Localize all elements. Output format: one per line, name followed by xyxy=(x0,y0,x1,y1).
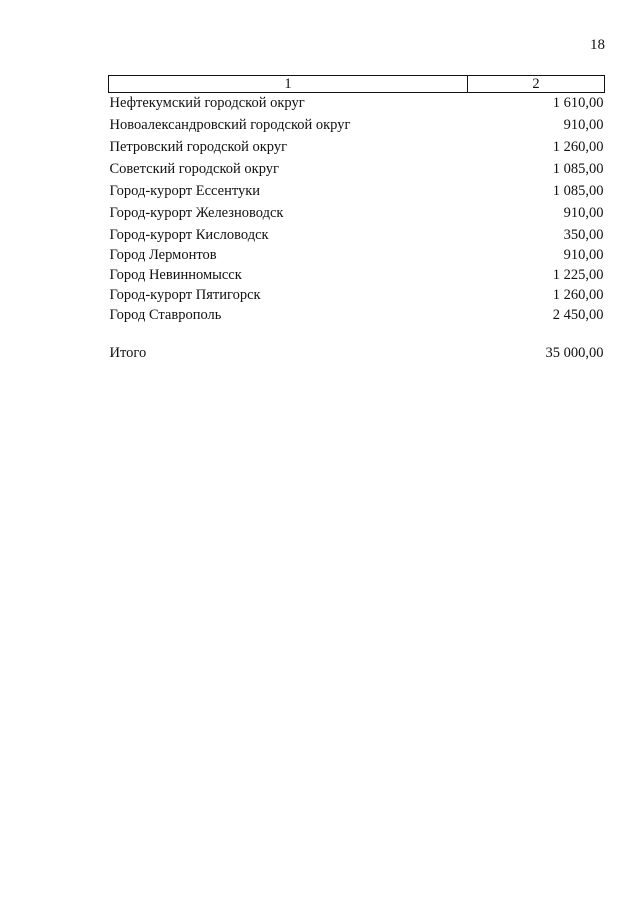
table-row xyxy=(109,115,605,137)
column-number-row xyxy=(109,76,605,93)
amount-value: 350,00 xyxy=(563,227,604,243)
total-amount: 35 000,00 xyxy=(545,345,604,361)
district-name: Город-курорт Железноводск xyxy=(109,205,284,221)
district-name: Город-курорт Ессентуки xyxy=(109,183,261,199)
table-row xyxy=(109,285,605,305)
district-name: Нефтекумский городской округ xyxy=(109,95,305,111)
district-name: Новоалександровский городской округ xyxy=(109,117,351,133)
district-name: Город-курорт Пятигорск xyxy=(109,287,261,303)
table-row xyxy=(109,93,605,116)
district-name: Петровский городской округ xyxy=(109,139,288,155)
column-header-2: 2 xyxy=(468,76,605,93)
table-row xyxy=(109,159,605,181)
table-row xyxy=(109,265,605,285)
district-name: Город Лермонтов xyxy=(109,247,217,263)
table-row xyxy=(109,137,605,159)
table-row xyxy=(109,245,605,265)
column-header-1: 1 xyxy=(109,76,468,93)
amount-value: 1 260,00 xyxy=(552,287,604,303)
table-row xyxy=(109,225,605,245)
district-name: Город-курорт Кисловодск xyxy=(109,227,269,243)
spacer-row xyxy=(109,325,605,343)
amount-value: 1 085,00 xyxy=(552,161,604,177)
table-row xyxy=(109,203,605,225)
amount-value: 910,00 xyxy=(563,117,604,133)
amount-value: 910,00 xyxy=(563,247,604,263)
amount-value: 910,00 xyxy=(563,205,604,221)
total-row xyxy=(109,343,605,365)
page-number: 18 xyxy=(590,37,605,53)
table-row xyxy=(109,181,605,203)
total-label: Итого xyxy=(109,345,147,361)
district-name: Город Ставрополь xyxy=(109,307,222,323)
amount-value: 1 225,00 xyxy=(552,267,604,283)
district-name: Советский городской округ xyxy=(109,161,279,177)
table-row xyxy=(109,305,605,325)
district-name: Город Невинномысск xyxy=(109,267,242,283)
amount-value: 1 610,00 xyxy=(552,95,604,111)
allocation-table xyxy=(108,75,605,365)
amount-value: 1 085,00 xyxy=(552,183,604,199)
amount-value: 1 260,00 xyxy=(552,139,604,155)
amount-value: 2 450,00 xyxy=(552,307,604,323)
